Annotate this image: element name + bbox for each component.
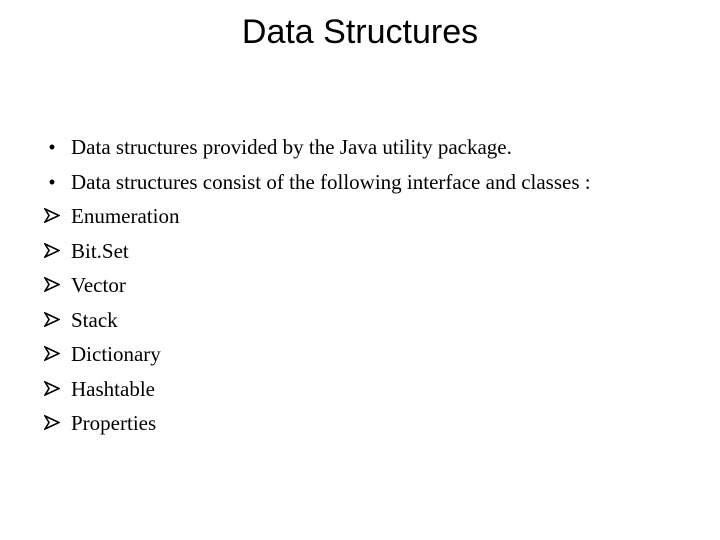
- list-item: [0, 303, 720, 338]
- dot-bullet-icon: •: [48, 137, 56, 157]
- list-item: [0, 406, 720, 441]
- list-item-text: Bit.Set: [71, 238, 129, 263]
- dot-bullet-icon: •: [48, 171, 56, 192]
- list-item-text: Data structures provided by the Java utility package.: [71, 135, 512, 159]
- list-item-text: Dictionary: [71, 342, 161, 366]
- list-item-text: Hashtable: [71, 376, 155, 401]
- list-item-text: Vector: [71, 273, 126, 297]
- list-item: [0, 130, 720, 165]
- list-item: [0, 199, 720, 234]
- list-item-text: Stack: [71, 307, 118, 332]
- list-item: [0, 165, 720, 200]
- list-item: [0, 372, 720, 407]
- list-item-text: Properties: [71, 411, 157, 435]
- slide-title: Data Structures: [241, 13, 479, 51]
- bullet-list: [0, 130, 720, 441]
- list-item: [0, 337, 720, 372]
- list-item-text: Enumeration: [71, 204, 180, 228]
- list-item-text: Data structures consist of the following interface and classes :: [71, 169, 591, 194]
- list-item: [0, 234, 720, 269]
- list-item: [0, 268, 720, 303]
